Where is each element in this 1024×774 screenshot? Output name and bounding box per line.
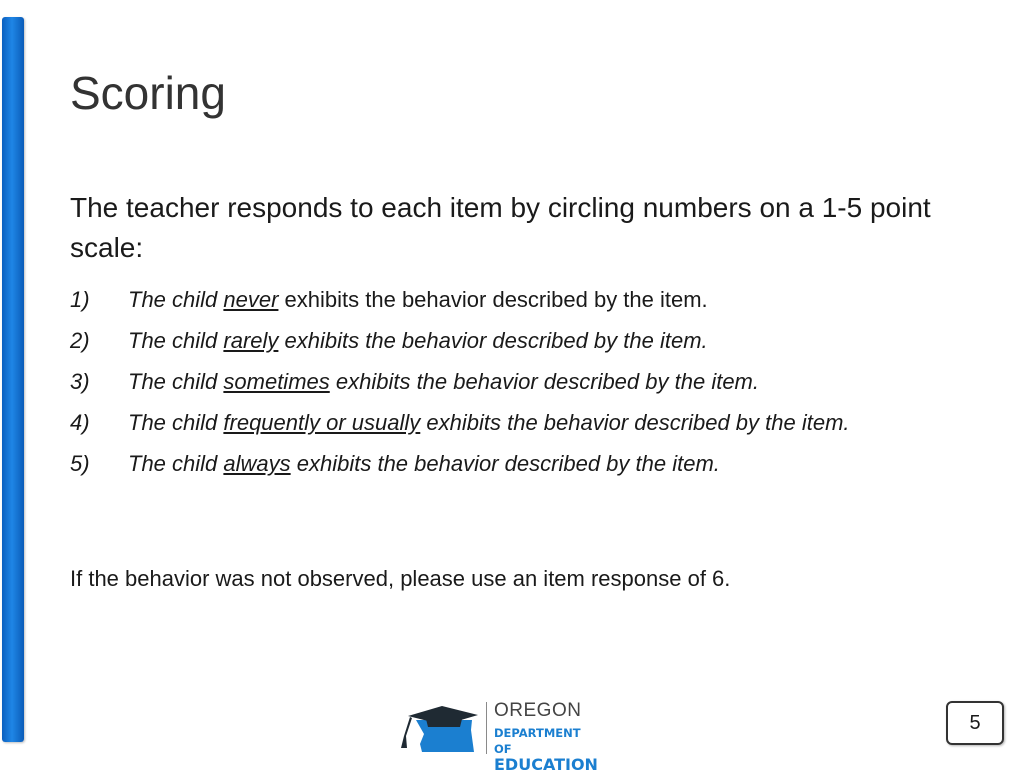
logo-text [494, 700, 602, 773]
item-keyword: frequently or usually [223, 410, 421, 435]
page-number: 5 [946, 701, 1004, 745]
item-text [128, 447, 950, 481]
intro-text: The teacher responds to each item by circling numbers on a 1-5 point scale: [70, 192, 931, 263]
oregon-education-logo [398, 700, 602, 774]
item-suffix: exhibits the behavior described by the item. [420, 410, 850, 435]
item-prefix: The child [128, 328, 224, 353]
list-item [70, 324, 950, 358]
item-text [128, 324, 950, 358]
logo-oregon: OREGON [494, 700, 582, 721]
item-suffix: exhibits the behavior described by the item. [290, 451, 720, 476]
logo-education: EDUCATION [494, 755, 598, 774]
item-keyword: never [223, 287, 279, 312]
logo-divider [486, 702, 487, 754]
item-number: 2) [70, 328, 90, 353]
list-item [70, 406, 950, 440]
item-prefix: The child [128, 287, 224, 312]
item-suffix: exhibits the behavior described by the item. [329, 369, 759, 394]
item-number: 1) [70, 287, 90, 312]
item-keyword: always [223, 451, 291, 476]
item-prefix: The child [128, 369, 224, 394]
item-suffix: exhibits the behavior described by the item. [278, 328, 708, 353]
item-number: 4) [70, 410, 90, 435]
logo-department-of: DEPARTMENT OF [494, 726, 581, 756]
list-item [70, 447, 950, 481]
item-text [128, 365, 950, 399]
item-prefix: The child [128, 451, 224, 476]
item-number: 5) [70, 451, 90, 476]
item-keyword: sometimes [223, 369, 330, 394]
item-suffix: exhibits the behavior described by the item. [278, 287, 708, 312]
accent-sidebar [2, 17, 24, 742]
graduation-cap-state-icon [398, 700, 484, 758]
footnote-text: If the behavior was not observed, please use an item response of 6. [70, 566, 731, 591]
item-number: 3) [70, 369, 90, 394]
item-prefix: The child [128, 410, 224, 435]
scale-list [70, 283, 950, 488]
item-text [128, 283, 950, 317]
slide-title: Scoring [70, 67, 226, 119]
item-keyword: rarely [223, 328, 279, 353]
item-text [128, 406, 950, 440]
list-item [70, 365, 950, 399]
list-item [70, 283, 950, 317]
